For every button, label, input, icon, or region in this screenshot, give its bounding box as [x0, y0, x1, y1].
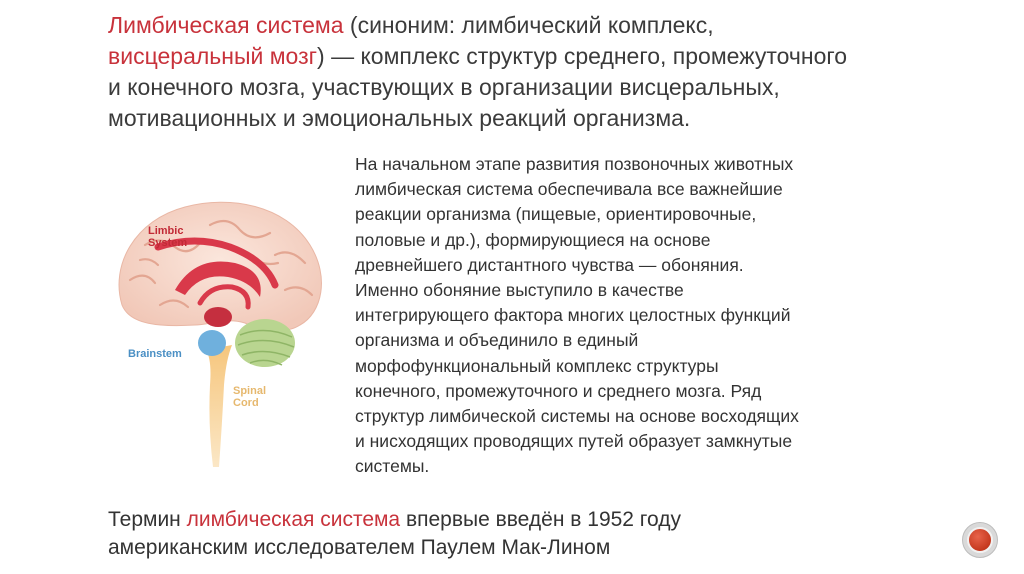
limbic-node-shape: [204, 307, 232, 327]
body-line: лимбическая система обеспечивала все важнейшие: [355, 179, 783, 200]
body-line: конечного, промежуточного и среднего мозга. Ряд: [355, 380, 762, 401]
brain-illustration: [100, 185, 340, 475]
cerebellum-shape: [235, 319, 295, 367]
body-line: древнейшего дистантного чувства — обоняния.: [355, 254, 744, 275]
term-visceral-brain: висцеральный мозг: [108, 43, 318, 69]
body-line: и нисходящих проводящих путей образует замкнутые: [355, 431, 793, 452]
body-line: интегрирующего фактора многих целостных функций: [355, 305, 791, 326]
footer-line-2: американским исследователем Паулем Мак-Лином: [108, 536, 611, 559]
body-line: Именно обоняние выступило в качестве: [355, 280, 684, 301]
spinal-cord-shape: [206, 345, 232, 467]
brainstem-label: Brainstem: [128, 348, 182, 360]
limbic-system-label: Limbic System: [148, 225, 188, 249]
term-limbic-system: Лимбическая система: [108, 12, 344, 38]
body-paragraph: [355, 152, 935, 480]
body-line: структур лимбической системы на основе восходящих: [355, 406, 799, 427]
body-line: системы.: [355, 456, 430, 477]
intro-rest: ) — комплекс структур среднего, промежуточного: [317, 43, 848, 69]
footer-post: впервые введён в 1952 году: [400, 508, 681, 531]
footer-pre: Термин: [108, 508, 187, 531]
body-line: реакции организма (пищевые, ориентировочные,: [355, 204, 757, 225]
intro-paragraph: [108, 10, 928, 134]
intro-line-4: мотивационных и эмоциональных реакций организма.: [108, 105, 691, 131]
nav-circle-icon: [967, 527, 993, 553]
body-line: организма и объединило в единый: [355, 330, 639, 351]
spinal-cord-label: Spinal Cord: [233, 385, 267, 409]
intro-line-3: и конечного мозга, участвующих в организации висцеральных,: [108, 74, 780, 100]
brain-diagram: [100, 185, 340, 475]
intro-synonym-open: (синоним: лимбический комплекс,: [343, 12, 714, 38]
brainstem-shape: [198, 330, 226, 356]
body-line: На начальном этапе развития позвоночных животных: [355, 154, 794, 174]
footer-term: лимбическая система: [186, 508, 401, 531]
slide-nav-button[interactable]: [962, 522, 998, 558]
footer-paragraph: [108, 506, 868, 562]
body-line: морфофункциональный комплекс структуры: [355, 355, 719, 376]
body-line: половые и др.), формирующиеся на основе: [355, 229, 711, 250]
